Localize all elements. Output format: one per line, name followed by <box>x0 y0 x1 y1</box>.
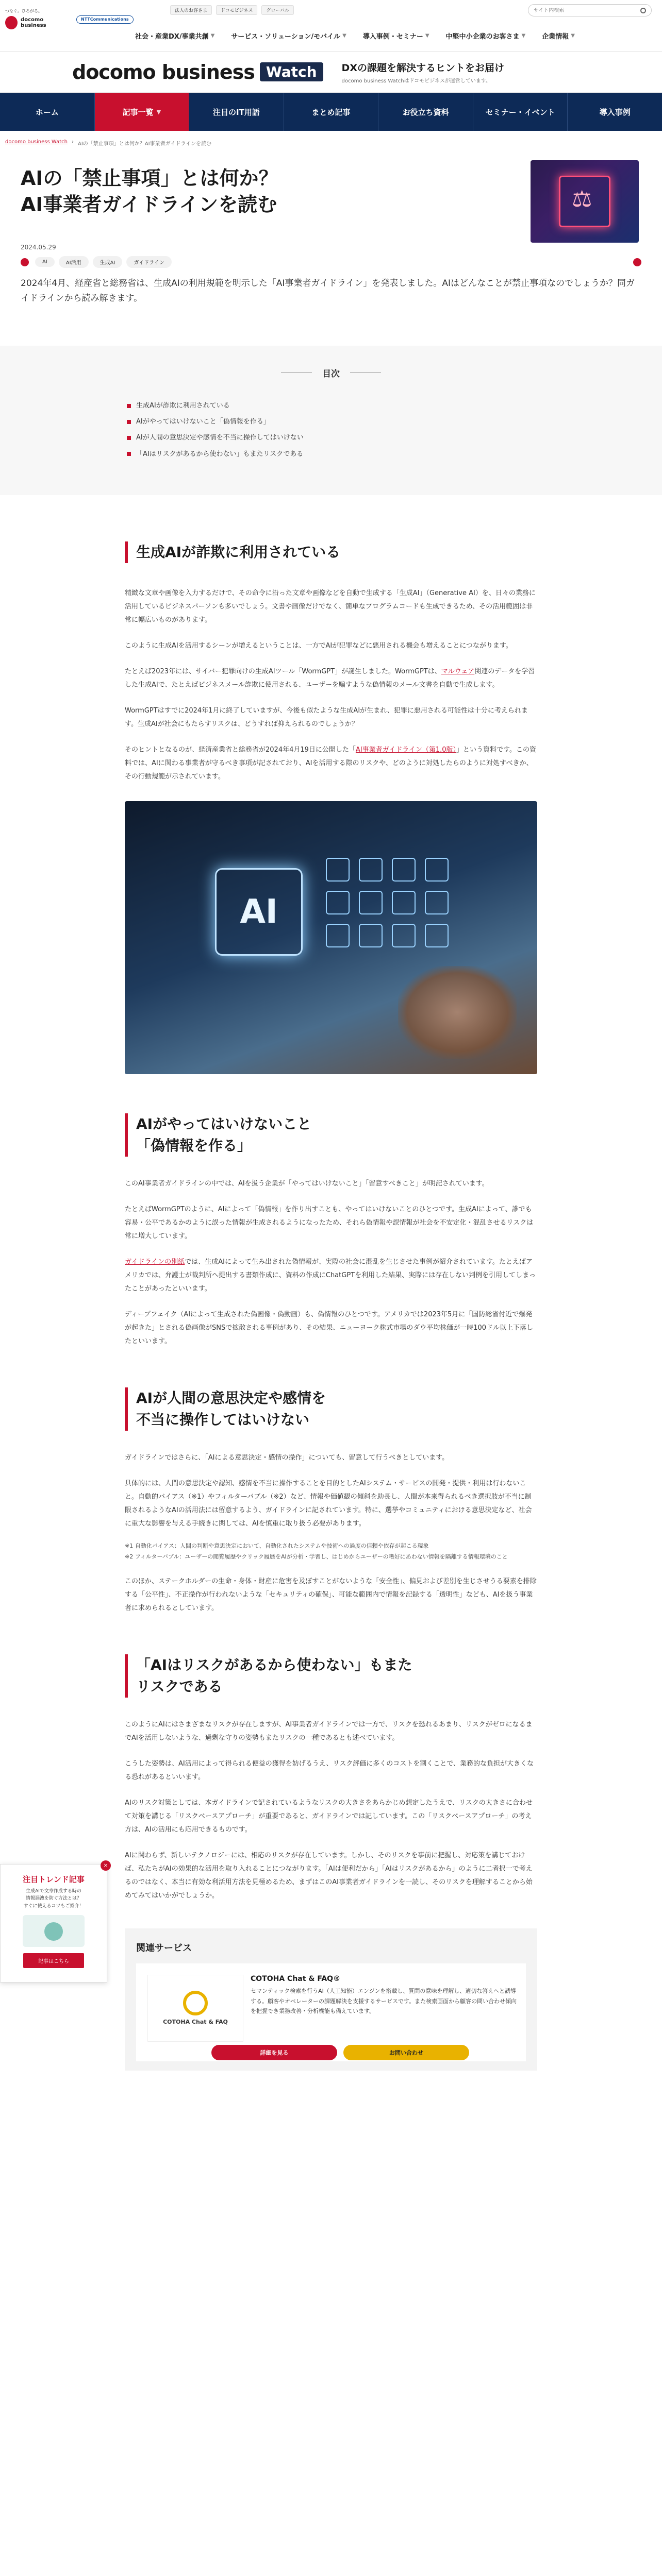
inline-link[interactable]: ガイドラインの別紙 <box>125 1258 185 1266</box>
paragraph: このほか、ステークホルダーの生命・身体・財産に危害を及ぼすことがないような「安全性」、偏見および差別を生じさせうる要素を排除する「公平性」、不正操作が行われないような「セキュリティの確保」、可能な範囲内で情報を記録する「透明性」なども、AIを扱う事業者に求められるとしています。 <box>125 1577 537 1612</box>
related-service <box>125 1928 537 2071</box>
docomo-business-logo[interactable] <box>5 8 67 29</box>
paragraph: AIに関わらず、新しいテクノロジーには、相応のリスクが存在しています。しかし、そのリスクを事前に把握し、対応策を講じておけば、私たちがAIの効果的な活用を取り入れることにつながります。「AIは便利だから」「AIはリスクがあるから」のように二者択一で考えるのではなく、本当に有効な利活用方法を見極めるため、まずはこのAI事業者ガイドラインを一読し、そのリスクを理解することから始めてみてはいかがでしょうか。 <box>125 1851 533 1900</box>
chevron-down-icon: ▼ <box>156 108 161 115</box>
footnote: ※1 自動化バイアス：人間の判断や意思決定において、自動化されたシステムや技術への過度の信頼や依存が起こる現象 <box>125 1543 429 1549</box>
global-nav-label: 社会・産業DX/事業共創 <box>135 33 209 41</box>
global-nav-item[interactable] <box>534 31 583 41</box>
inline-link[interactable]: AI事業者ガイドライン（第1.0版） <box>355 746 457 754</box>
share-icon[interactable] <box>21 258 29 266</box>
tab-case-studies[interactable]: 導入事例 <box>599 107 631 117</box>
service-detail-button[interactable]: 詳細を見る <box>211 2045 337 2060</box>
tag[interactable]: AI活用 <box>59 256 89 268</box>
toc-item-label: 生成AIが詐欺に利用されている <box>136 402 230 410</box>
site-catchphrase <box>342 60 504 84</box>
utility-link[interactable]: 法人のお客さま <box>170 5 212 15</box>
hero-thumbnail <box>531 160 639 243</box>
related-heading: 関連サービス <box>136 1942 192 1954</box>
banner-button[interactable]: 記事はこちら <box>23 1953 84 1968</box>
tag-list <box>21 256 172 268</box>
publish-date: 2024.05.29 <box>21 244 56 251</box>
global-nav-label: 企業情報 <box>542 33 569 41</box>
table-of-contents <box>0 346 662 495</box>
paragraph: 精緻な文章や画像を入力するだけで、その命令に沿った文章や画像などを自動で生成する「生成AI」（Generative AI）を、日々の業務に活用しているビジネスパーソンも多いでしょう。文書や画像だけでなく、簡単なプログラムコードも生成できるため、その活用範囲は非常に幅広いものがあります。 <box>125 589 536 624</box>
footnote: ※2 フィルターバブル：ユーザーの閲覧履歴やクリック履歴をAIが分析・学習し、はじめからユーザーの嗜好にあわない情報を隔離する情報環境のこと <box>125 1553 508 1560</box>
heading-line: 不当に操作してはいけない <box>136 1411 310 1428</box>
tab-label: 記事一覧 <box>122 107 154 117</box>
global-nav-item[interactable] <box>355 31 438 41</box>
chevron-down-icon: ▼ <box>425 33 429 39</box>
search-input[interactable] <box>534 8 626 13</box>
section-heading: 生成AIが詐欺に利用されている <box>125 541 537 563</box>
site-header <box>0 52 662 93</box>
grid-cell <box>326 858 350 882</box>
paragraph <box>125 1256 537 1296</box>
grid-cell <box>392 858 416 882</box>
service-text <box>251 1975 519 2016</box>
breadcrumb-home[interactable]: docomo business Watch <box>5 139 68 145</box>
toc-item[interactable] <box>127 430 662 446</box>
text: そのヒントとなるのが、経済産業省と総務省が2024年4月19日に公開した「 <box>125 746 356 754</box>
section-heading <box>125 1387 537 1431</box>
article-body <box>125 495 537 2071</box>
title-line: AI事業者ガイドラインを読む <box>21 193 277 216</box>
breadcrumb-current: AIの「禁止事項」とは何か？AI事業者ガイドラインを読む <box>78 141 211 147</box>
paragraph: ガイドラインではさらに、「AIによる意思決定・感情の操作」についても、留意して行うべきとしています。 <box>125 1454 449 1462</box>
grid-cell <box>425 891 449 914</box>
breadcrumb-separator: › <box>72 139 74 145</box>
share-icon[interactable] <box>633 258 641 266</box>
chevron-down-icon: ▼ <box>571 33 575 39</box>
banner-description <box>8 1888 100 1910</box>
banner-line: 情報漏洩を防ぐ方法とは？ <box>25 1896 81 1902</box>
site-nav <box>0 93 662 131</box>
grid-cell <box>425 924 449 947</box>
toc-item[interactable] <box>127 446 662 462</box>
service-contact-button[interactable]: お問い合わせ <box>343 2045 469 2060</box>
site-search <box>528 4 652 16</box>
grid-cell <box>425 858 449 882</box>
article-image <box>125 801 537 1074</box>
paragraph: ディープフェイク（AIによって生成された偽画像・偽動画）も、偽情報のひとつです。アメリカでは2023年5月に「国防総省付近で爆発が起きた」とされる偽画像がSNSで拡散される事例があり、その結果、ニューヨーク株式市場のダウ平均株価が一時100ドル以上下落したといいます。 <box>125 1311 534 1345</box>
global-nav-label: サービス・ソリューション/モバイル <box>231 33 341 41</box>
scale-icon: ⚖ <box>572 186 592 212</box>
tag[interactable]: ガイドライン <box>126 256 171 268</box>
article-header <box>0 155 662 276</box>
paragraph <box>125 743 537 784</box>
section-heading <box>125 1113 537 1157</box>
chevron-down-icon: ▼ <box>342 33 346 39</box>
grid-cell <box>392 924 416 947</box>
global-nav-item[interactable] <box>127 31 223 41</box>
tab-it-terms[interactable]: 注目のIT用語 <box>189 93 284 131</box>
toc-item-label: AIが人間の意思決定や感情を不当に操作してはいけない <box>136 434 304 442</box>
toc-item[interactable] <box>127 414 662 430</box>
grid-cell <box>326 924 350 947</box>
site-logo-text: docomo business <box>72 60 255 83</box>
page-title <box>21 155 433 218</box>
title-line: AIの「禁止事項」とは何か？ <box>21 167 278 190</box>
toc-item-label: AIがやってはいけないこと「偽情報を作る」 <box>136 418 270 426</box>
tab-articles[interactable] <box>95 93 190 131</box>
section-heading <box>125 1654 537 1698</box>
hand-graphic <box>398 966 517 1059</box>
toc-list <box>127 398 662 462</box>
divider <box>281 372 312 373</box>
divider <box>350 372 381 373</box>
toc-heading <box>0 366 662 379</box>
search-icon[interactable] <box>640 8 646 13</box>
banner-illustration <box>23 1915 85 1947</box>
image-text: AI <box>240 893 278 931</box>
heading-line: AIがやってはいけないこと <box>136 1115 312 1132</box>
global-nav-item[interactable] <box>223 31 355 41</box>
icon-grid <box>326 858 449 947</box>
paragraph: このAI事業者ガイドラインの中では、AIを扱う企業が「やってはいけないこと」「留意すべきこと」が明記されています。 <box>125 1180 489 1188</box>
global-nav-label: 中堅中小企業のお客さま <box>445 33 520 41</box>
service-description: セマンティック検索を行うAI（人工知能）エンジンを搭載し、質問の意味を理解し、適切な答えへと誘導する。顧客やオペレーターの課題解決を支援するサービスです。また検索画面から顧客の問い合わせ傾向を把握でき業務改善・分析機能も備えています。 <box>251 1987 517 2015</box>
service-logo[interactable] <box>147 1975 243 2042</box>
inline-link[interactable]: マルウェア <box>441 668 475 675</box>
docomo-logo-icon <box>5 16 18 29</box>
heading-line: リスクである <box>136 1677 223 1695</box>
cotoha-logo-icon <box>183 1991 208 2015</box>
banner-title: 注目トレンド記事 <box>23 1875 85 1884</box>
service-card <box>136 1963 526 2061</box>
catch-main: DXの課題を解決するヒントをお届け <box>341 62 504 74</box>
close-icon[interactable]: × <box>101 1860 111 1871</box>
service-title: COTOHA Chat & FAQ® <box>251 1974 341 1983</box>
brand-tagline: つなぐ。ひろがる。 <box>5 9 42 13</box>
grid-cell <box>359 891 383 914</box>
brand-name: docomo business <box>21 17 46 28</box>
toc-item-label: 「AIはリスクがあるから使わない」もまたリスクである <box>136 450 304 458</box>
ntt-logo[interactable]: NTTCommunications <box>76 15 134 24</box>
utility-links <box>170 5 294 15</box>
trend-article-banner <box>0 1864 107 1982</box>
toc-item[interactable] <box>127 398 662 414</box>
bullet-icon <box>127 436 131 440</box>
chevron-down-icon: ▼ <box>521 33 526 39</box>
bullet-icon <box>127 452 131 456</box>
toc-title: 目次 <box>322 369 340 379</box>
paragraph: WormGPTはすでに2024年1月に終了していますが、今後も似たような生成AIが生まれ、犯罪に悪用される可能性は十分に考えられます。生成AIが社会にもたらすリスクは、どうすれば抑えられるのでしょうか？ <box>125 707 528 728</box>
heading-line: 「AIはリスクがあるから使わない」もまた <box>136 1656 412 1673</box>
paragraph: こうした姿勢は、AI活用によって得られる便益の獲得を妨げるうえ、リスク評価に多くのコストを割くことで、業務的な負担が大きくなる恐れがあるといいます。 <box>125 1759 534 1781</box>
heading-line: 「偽情報を作る」 <box>136 1137 252 1154</box>
utility-link[interactable]: ドコモビジネス <box>216 5 257 15</box>
global-nav <box>127 31 583 41</box>
grid-cell <box>359 858 383 882</box>
chevron-down-icon: ▼ <box>210 33 215 39</box>
global-nav-item[interactable] <box>438 31 534 41</box>
tab-home[interactable]: ホーム <box>0 93 95 131</box>
paragraph: たとえばWormGPTのように、AIによって「偽情報」を作り出すことも、やってはいけないことのひとつです。生成AIによって、誰でも容易・公平であるかのように誤った情報が生成されるようになったため、それら偽情報や誤情報が社会を不安定化・混乱させるリスクは常に増大しています。 <box>125 1206 534 1240</box>
catch-sub: docomo business Watchはドコモビジネスが運営しています。 <box>341 78 491 84</box>
paragraph: AIのリスク対策としては、本ガイドラインで記されているようなリスクの大きさをあらかじめ想定したうえで、リスクの大きさに合わせて対策を講じる「リスクベースアプローチ」が重要であると、ガイドラインでは記しています。この「リスクベースアプローチ」の考え方は、AIの活用にも応用できるものです。 <box>125 1799 533 1834</box>
banner-line: すぐに使えるコツもご紹介！ <box>23 1903 84 1909</box>
text: 」という資料です。この資料では、AIに関わる事業者が守るべき事項が記されており、AIを活用する際のリスクや、どのように対処したらのように対処すべきか、その行動規範が示されています。 <box>125 746 536 781</box>
text: 関連のデータを学習した生成AIで、たとえばビジネスメール詐欺に使用される、ユーザーを騙すような偽情報のメール文書を自動で生成します。 <box>125 668 535 689</box>
bullet-icon <box>127 420 131 424</box>
global-header <box>0 0 662 52</box>
grid-cell <box>326 891 350 914</box>
tab-seminars[interactable]: セミナー・イベント <box>473 93 568 131</box>
grid-cell <box>392 891 416 914</box>
text: では、生成AIによって生み出された偽情報が、実際の社会に混乱を生じさせた事例が紹介されています。たとえばアメリカでは、弁護士が裁判所へ提出する書類作成に、資料の作成にChatGPTを利用した結果、実際には存在しない判例を引用してしまったことがあったといいます。 <box>125 1258 536 1293</box>
tag[interactable]: AI <box>35 257 55 267</box>
text: たとえば2023年には、サイバー犯罪向けの生成AIツール「WormGPT」が誕生しました。WormGPTは、 <box>125 668 441 675</box>
utility-link[interactable]: グローバル <box>261 5 294 15</box>
banner-line: 生成AIで文章作成する時の <box>26 1889 81 1894</box>
bullet-icon <box>127 404 131 408</box>
tag[interactable]: 生成AI <box>93 256 123 268</box>
watch-site-logo[interactable] <box>72 61 323 83</box>
ai-chip-graphic <box>215 868 303 956</box>
article-lead: 2024年4月、経産省と総務省は、生成AIの利用規範を明示した「AI事業者ガイドライン」を発表しました。AIはどんなことが禁止事項なのでしょうか？同ガイドラインから読み解きます。 <box>21 278 635 303</box>
paragraph: 具体的には、人間の意思決定や認知、感情を不当に操作することを目的としたAIシステム・サービスの開発・提供・利用は行わないこと。自動的バイアス（※1）やフィルターバブル（※2）など、情報や価値観の傾斜を助長し、人間が本来得られるべき選択肢が不当に制限されるようなAIの活用法には留意するよう、ガイドラインに記されています。特に、選挙やコミュニティにおける意思決定など、社会に重大な影響を与える手続きに関しては、AIを慎重に取り扱う必要があります。 <box>125 1480 532 1528</box>
tab-summary[interactable]: まとめ記事 <box>284 93 379 131</box>
grid-cell <box>359 924 383 947</box>
paragraph: このようにAIにはさまざまなリスクが存在しますが、AI事業者ガイドラインでは一方で、リスクを恐れるあまり、リスクがゼロになるまでAIを活用しないような、過剰な守りの姿勢もまたリスクの一種であるとも述べています。 <box>125 1720 533 1742</box>
paragraph <box>125 665 537 692</box>
global-nav-label: 導入事例・セミナー <box>362 33 423 41</box>
site-logo-badge: Watch <box>260 62 323 81</box>
tab-documents[interactable]: お役立ち資料 <box>378 93 473 131</box>
service-logo-label: COTOHA Chat & FAQ <box>163 2019 228 2026</box>
heading-line: AIが人間の意思決定や感情を <box>136 1389 326 1406</box>
breadcrumb <box>0 131 662 155</box>
paragraph: このように生成AIを活用するシーンが増えるということは、一方でAIが犯罪などに悪用される機会も増えることにつながります。 <box>125 642 512 650</box>
